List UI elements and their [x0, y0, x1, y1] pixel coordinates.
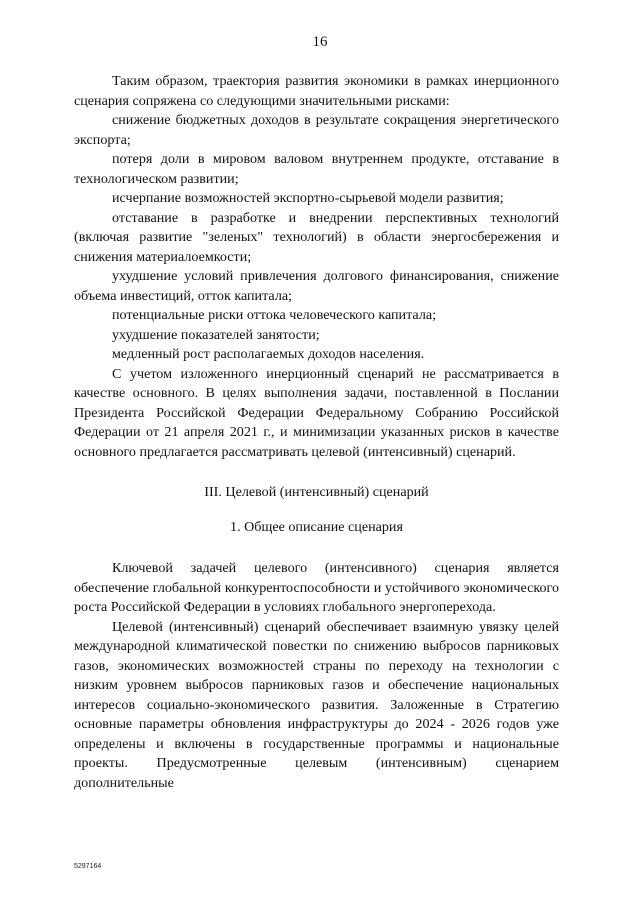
risk-item-debt-financing: ухудшение условий привлечения долгового финансирования, снижение объема инвестиций, отток капитала;: [74, 268, 559, 304]
paragraph-scenario-description: Целевой (интенсивный) сценарий обеспечивает взаимную увязку целей международной климатической повестки по снижению выбросов парниковых газов, экономических возможностей страны по переходу на технологии с низким уровнем выбросов парниковых газов и обеспечение национальных интересов социально-экономического развития. Заложенные в Стратегию основные параметры обновления инфраструктуры до 2024 - 2026 годов уже определены и включены в государственные программы и национальные проекты. Предусмотренные целевым (интенсивным) сценарием дополнительные: [74, 618, 559, 791]
risk-item-income-growth: медленный рост располагаемых доходов населения.: [112, 346, 425, 362]
risk-item-technology-lag: отставание в разработке и внедрении перспективных технологий (включая развитие "зеленых" технологий) в области энергосбережения и снижения материалоемкости;: [74, 209, 559, 265]
document-body: [74, 72, 559, 793]
paragraph-risks-intro: Таким образом, траектория развития экономики в рамках инерционного сценария сопряжена со следующими значительными рисками:: [74, 73, 559, 109]
risk-item-gdp-share: потеря доли в мировом валовом внутреннем продукте, отставание в технологическом развитии;: [74, 151, 559, 187]
risk-item-employment: ухудшение показателей занятости;: [112, 326, 320, 343]
risk-item-export-model: исчерпание возможностей экспортно-сырьевой модели развития;: [112, 190, 504, 206]
paragraph-conclusion: С учетом изложенного инерционный сценарий не рассматривается в качестве основного. В целях выполнения задачи, поставленной в Послании Президента Российской Федерации Федеральному Собранию Российской Федерации от 21 апреля 2021 г., и минимизации указанных рисков в качестве основного предлагается рассматривать целевой (интенсивный) сценарий.: [74, 365, 559, 460]
page-number: 16: [312, 34, 328, 50]
risk-item-budget-revenue: снижение бюджетных доходов в результате сокращения энергетического экспорта;: [74, 112, 559, 148]
section-heading: III. Целевой (интенсивный) сценарий: [204, 484, 429, 500]
paragraph-key-task: Ключевой задачей целевого (интенсивного) сценария является обеспечение глобальной конкурентоспособности и устойчивого экономического роста Российской Федерации в условиях глобального энергоперехода.: [74, 560, 559, 615]
subsection-heading: 1. Общее описание сценария: [230, 518, 403, 535]
risk-item-human-capital: потенциальные риски оттока человеческого капитала;: [112, 307, 437, 323]
document-code: 5297164: [74, 863, 102, 870]
